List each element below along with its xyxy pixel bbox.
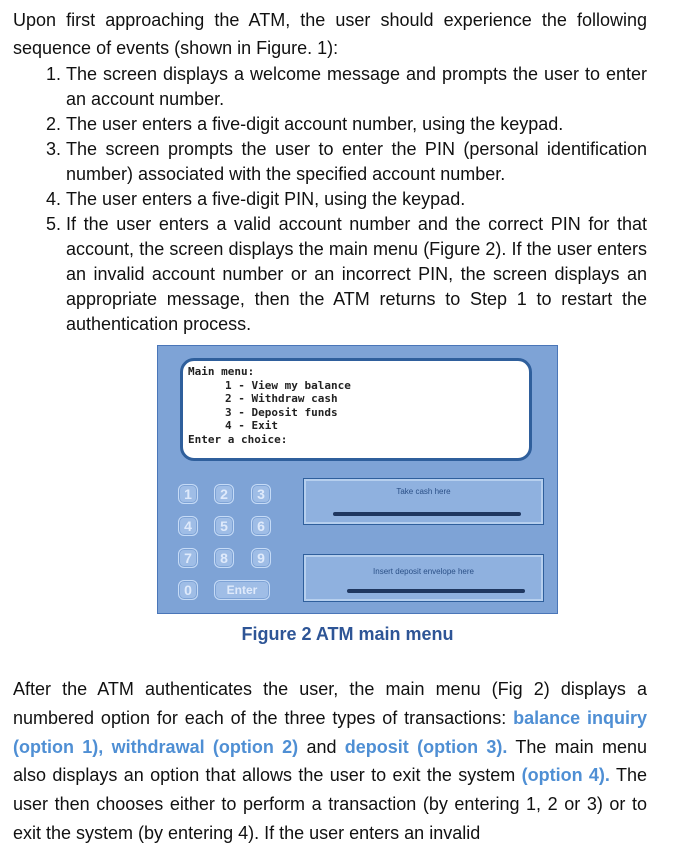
menu-option: 2 - Withdraw cash [225,392,338,405]
keypad-key-0[interactable]: 0 [178,580,198,600]
menu-option: 3 - Deposit funds [225,405,338,419]
menu-title: Main menu: [188,365,255,378]
keypad-key-5[interactable]: 5 [214,516,234,536]
keypad-key-4[interactable]: 4 [178,516,198,536]
highlight-deposit: deposit (option 3). [344,736,508,757]
deposit-slot [303,554,544,602]
paragraph-text: After the ATM authenticates the user, the main menu (Fig 2) displays a numbered option for each of the three types of transactions: [13,679,647,728]
deposit-slot-opening [347,589,525,593]
keypad-enter-button[interactable]: Enter [214,580,270,600]
paragraph-text: The user then chooses either to perform a transaction (by entering 1, 2 or 3) or to exit the system (by entering 4). If the user enters an invalid [13,765,647,843]
menu-option: 4 - Exit [225,419,278,432]
keypad-key-9[interactable]: 9 [251,548,271,568]
menu-prompt: Enter a choice: [188,432,288,446]
list-item: 5. If the user enters a valid account number and the correct PIN for that account, the screen displays the main menu (Figure 2). If the user enters an invalid account number or an incorrect PIN, the screen displays an appropriate message, then the ATM returns to Step 1 to restart the authentication process. [66,212,647,337]
intro-paragraph: Upon first approaching the ATM, the user should experience the following sequence of events (shown in Figure. 1): [13,10,647,58]
list-item: 3. The screen prompts the user to enter the PIN (personal identification number) associated with the specified account number. [66,137,647,187]
figure-caption: Figure 2 ATM main menu [241,624,454,644]
menu-option: 1 - View my balance [225,378,351,392]
cash-dispenser-slot [303,478,544,525]
keypad-key-2[interactable]: 2 [214,484,234,504]
list-item: 4. The user enters a five-digit PIN, using the keypad. [66,187,647,212]
list-item: 1. The screen displays a welcome message and prompts the user to enter an account number. [66,62,647,112]
after-paragraph [13,675,647,848]
paragraph-text: and [298,736,345,757]
cash-slot-opening [333,512,521,516]
deposit-slot-label: Insert deposit envelope here [373,567,474,576]
event-sequence-list [13,62,647,337]
list-item: 2. The user enters a five-digit account number, using the keypad. [66,112,647,137]
cash-slot-label: Take cash here [396,487,451,496]
keypad-key-1[interactable]: 1 [178,484,198,504]
keypad [178,484,278,602]
atm-screen [180,358,532,461]
keypad-key-8[interactable]: 8 [214,548,234,568]
keypad-key-7[interactable]: 7 [178,548,198,568]
atm-figure [157,345,558,614]
highlight-balance-withdrawal: balance inquiry (option 1), withdrawal (option 2) [13,707,647,757]
keypad-key-3[interactable]: 3 [251,484,271,504]
paragraph-text: The main menu also displays an option that allows the user to exit the system [13,736,647,786]
highlight-exit: (option 4). [521,765,610,786]
keypad-key-6[interactable]: 6 [251,516,271,536]
